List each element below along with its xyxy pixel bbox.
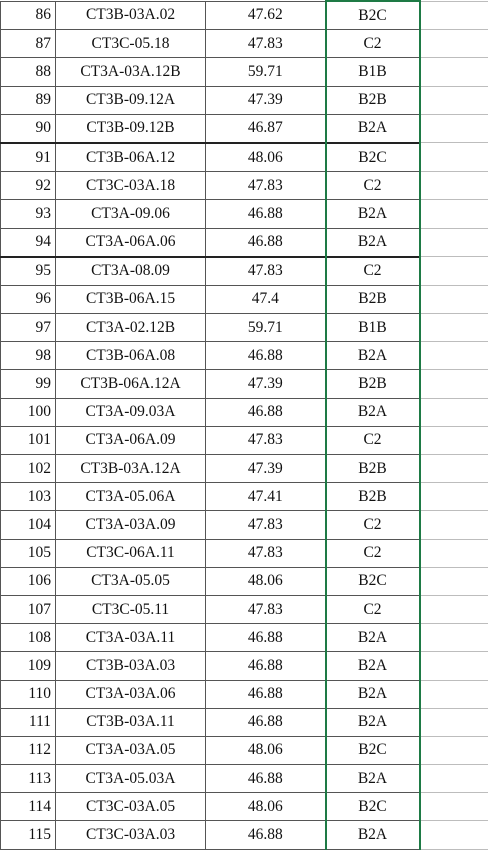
row-number-cell[interactable]: 102	[1, 455, 56, 483]
table-row	[1, 511, 488, 539]
class-cell[interactable]: C2	[326, 30, 420, 58]
table-row	[1, 314, 488, 342]
class-cell[interactable]: B1B	[326, 58, 420, 86]
empty-cell[interactable]	[420, 1, 488, 30]
code-cell[interactable]: CT3B-06A.08	[56, 342, 206, 370]
row-number-cell[interactable]: 96	[1, 285, 56, 313]
class-cell[interactable]: C2	[326, 426, 420, 454]
table-row	[1, 708, 488, 736]
value-cell[interactable]: 47.83	[206, 595, 326, 623]
row-number-cell[interactable]: 111	[1, 708, 56, 736]
empty-cell[interactable]	[420, 624, 488, 652]
class-cell[interactable]: B2A	[326, 624, 420, 652]
table-row	[1, 285, 488, 313]
table-row	[1, 680, 488, 708]
empty-cell[interactable]	[420, 114, 488, 143]
class-cell[interactable]: B2C	[326, 567, 420, 595]
row-number-cell[interactable]: 113	[1, 765, 56, 793]
value-cell[interactable]: 47.83	[206, 426, 326, 454]
code-cell[interactable]: CT3A-06A.09	[56, 426, 206, 454]
class-cell[interactable]: B2C	[326, 793, 420, 821]
code-cell[interactable]: CT3A-08.09	[56, 257, 206, 286]
row-number-cell[interactable]: 97	[1, 314, 56, 342]
code-cell[interactable]: CT3A-03A.09	[56, 511, 206, 539]
class-cell[interactable]: C2	[326, 172, 420, 200]
row-number-cell[interactable]: 101	[1, 426, 56, 454]
value-cell[interactable]: 47.4	[206, 285, 326, 313]
empty-cell[interactable]	[420, 257, 488, 286]
table-row	[1, 736, 488, 764]
empty-cell[interactable]	[420, 765, 488, 793]
table-row	[1, 793, 488, 821]
row-number-cell[interactable]: 88	[1, 58, 56, 86]
empty-cell[interactable]	[420, 143, 488, 172]
class-cell[interactable]: B2A	[326, 200, 420, 228]
code-cell[interactable]: CT3A-05.06A	[56, 483, 206, 511]
row-number-cell[interactable]: 109	[1, 652, 56, 680]
table-row	[1, 567, 488, 595]
table-row	[1, 342, 488, 370]
empty-cell[interactable]	[420, 821, 488, 849]
table-row	[1, 821, 488, 849]
value-cell[interactable]: 46.88	[206, 708, 326, 736]
code-cell[interactable]: CT3A-02.12B	[56, 314, 206, 342]
table-row	[1, 30, 488, 58]
value-cell[interactable]: 48.06	[206, 143, 326, 172]
empty-cell[interactable]	[420, 370, 488, 398]
table-row	[1, 595, 488, 623]
empty-cell[interactable]	[420, 86, 488, 114]
value-cell[interactable]: 47.83	[206, 539, 326, 567]
row-number-cell[interactable]: 104	[1, 511, 56, 539]
row-number-cell[interactable]: 99	[1, 370, 56, 398]
class-cell[interactable]: B2C	[326, 1, 420, 30]
row-number-cell[interactable]: 114	[1, 793, 56, 821]
empty-cell[interactable]	[420, 511, 488, 539]
table-row	[1, 228, 488, 257]
table-row	[1, 539, 488, 567]
row-number-cell[interactable]: 93	[1, 200, 56, 228]
value-cell[interactable]: 46.88	[206, 765, 326, 793]
table-row	[1, 143, 488, 172]
row-number-cell[interactable]: 94	[1, 228, 56, 257]
empty-cell[interactable]	[420, 426, 488, 454]
code-cell[interactable]: CT3A-06A.06	[56, 228, 206, 257]
code-cell[interactable]: CT3C-05.11	[56, 595, 206, 623]
class-cell[interactable]: B2B	[326, 370, 420, 398]
code-cell[interactable]: CT3B-06A.12	[56, 143, 206, 172]
value-cell[interactable]: 46.88	[206, 342, 326, 370]
row-number-cell[interactable]: 107	[1, 595, 56, 623]
table-row	[1, 58, 488, 86]
code-cell[interactable]: CT3B-03A.12A	[56, 455, 206, 483]
value-cell[interactable]: 48.06	[206, 736, 326, 764]
class-cell[interactable]: B1B	[326, 314, 420, 342]
value-cell[interactable]: 47.62	[206, 1, 326, 30]
value-cell[interactable]: 46.88	[206, 624, 326, 652]
row-number-cell[interactable]: 108	[1, 624, 56, 652]
code-cell[interactable]: CT3B-09.12A	[56, 86, 206, 114]
code-cell[interactable]: CT3B-03A.02	[56, 1, 206, 30]
class-cell[interactable]: C2	[326, 257, 420, 286]
table-row	[1, 624, 488, 652]
row-number-cell[interactable]: 89	[1, 86, 56, 114]
code-cell[interactable]: CT3A-03A.12B	[56, 58, 206, 86]
empty-cell[interactable]	[420, 228, 488, 257]
class-cell[interactable]: C2	[326, 539, 420, 567]
class-cell[interactable]: B2A	[326, 342, 420, 370]
value-cell[interactable]: 46.88	[206, 200, 326, 228]
value-cell[interactable]: 46.88	[206, 821, 326, 849]
row-number-cell[interactable]: 105	[1, 539, 56, 567]
code-cell[interactable]: CT3C-03A.05	[56, 793, 206, 821]
value-cell[interactable]: 46.88	[206, 228, 326, 257]
empty-cell[interactable]	[420, 58, 488, 86]
table-row	[1, 172, 488, 200]
code-cell[interactable]: CT3C-03A.03	[56, 821, 206, 849]
class-cell[interactable]: B2A	[326, 680, 420, 708]
class-cell[interactable]: B2A	[326, 652, 420, 680]
class-cell[interactable]: B2A	[326, 821, 420, 849]
row-number-cell[interactable]: 91	[1, 143, 56, 172]
row-number-cell[interactable]: 95	[1, 257, 56, 286]
row-number-cell[interactable]: 112	[1, 736, 56, 764]
empty-cell[interactable]	[420, 680, 488, 708]
empty-cell[interactable]	[420, 455, 488, 483]
code-cell[interactable]: CT3C-03A.18	[56, 172, 206, 200]
table-row	[1, 257, 488, 286]
row-number-cell[interactable]: 115	[1, 821, 56, 849]
value-cell[interactable]: 46.87	[206, 114, 326, 143]
empty-cell[interactable]	[420, 30, 488, 58]
class-cell[interactable]: B2B	[326, 285, 420, 313]
class-cell[interactable]: C2	[326, 511, 420, 539]
row-number-cell[interactable]: 100	[1, 398, 56, 426]
table-row	[1, 200, 488, 228]
code-cell[interactable]: CT3B-06A.12A	[56, 370, 206, 398]
class-cell[interactable]: B2C	[326, 736, 420, 764]
table-row	[1, 455, 488, 483]
empty-cell[interactable]	[420, 567, 488, 595]
row-number-cell[interactable]: 87	[1, 30, 56, 58]
row-number-cell[interactable]: 90	[1, 114, 56, 143]
value-cell[interactable]: 59.71	[206, 58, 326, 86]
table-row	[1, 1, 488, 30]
empty-cell[interactable]	[420, 342, 488, 370]
class-cell[interactable]: B2A	[326, 114, 420, 143]
class-cell[interactable]: B2B	[326, 86, 420, 114]
value-cell[interactable]: 47.83	[206, 511, 326, 539]
table-row	[1, 426, 488, 454]
class-cell[interactable]: B2A	[326, 708, 420, 736]
class-cell[interactable]: B2A	[326, 765, 420, 793]
empty-cell[interactable]	[420, 595, 488, 623]
table-row	[1, 765, 488, 793]
class-cell[interactable]: B2A	[326, 228, 420, 257]
code-cell[interactable]: CT3B-09.12B	[56, 114, 206, 143]
table-body	[1, 1, 488, 849]
row-number-cell[interactable]: 92	[1, 172, 56, 200]
empty-cell[interactable]	[420, 793, 488, 821]
code-cell[interactable]: CT3C-06A.11	[56, 539, 206, 567]
value-cell[interactable]: 47.41	[206, 483, 326, 511]
table-row	[1, 652, 488, 680]
empty-cell[interactable]	[420, 736, 488, 764]
table-row	[1, 398, 488, 426]
row-number-cell[interactable]: 103	[1, 483, 56, 511]
code-cell[interactable]: CT3A-03A.11	[56, 624, 206, 652]
value-cell[interactable]: 46.88	[206, 652, 326, 680]
row-number-cell[interactable]: 86	[1, 1, 56, 30]
row-number-cell[interactable]: 110	[1, 680, 56, 708]
code-cell[interactable]: CT3A-09.03A	[56, 398, 206, 426]
code-cell[interactable]: CT3A-03A.05	[56, 736, 206, 764]
value-cell[interactable]: 47.39	[206, 86, 326, 114]
row-number-cell[interactable]: 98	[1, 342, 56, 370]
empty-cell[interactable]	[420, 708, 488, 736]
empty-cell[interactable]	[420, 285, 488, 313]
code-cell[interactable]: CT3A-09.06	[56, 200, 206, 228]
code-cell[interactable]: CT3A-03A.06	[56, 680, 206, 708]
empty-cell[interactable]	[420, 398, 488, 426]
value-cell[interactable]: 47.83	[206, 172, 326, 200]
value-cell[interactable]: 47.39	[206, 455, 326, 483]
code-cell[interactable]: CT3C-05.18	[56, 30, 206, 58]
class-cell[interactable]: B2B	[326, 483, 420, 511]
table-row	[1, 483, 488, 511]
value-cell[interactable]: 48.06	[206, 567, 326, 595]
code-cell[interactable]: CT3B-03A.03	[56, 652, 206, 680]
value-cell[interactable]: 46.88	[206, 680, 326, 708]
table-row	[1, 86, 488, 114]
empty-cell[interactable]	[420, 483, 488, 511]
class-cell[interactable]: B2C	[326, 143, 420, 172]
empty-cell[interactable]	[420, 539, 488, 567]
class-cell[interactable]: B2A	[326, 398, 420, 426]
value-cell[interactable]: 46.88	[206, 398, 326, 426]
empty-cell[interactable]	[420, 314, 488, 342]
code-cell[interactable]: CT3B-03A.11	[56, 708, 206, 736]
code-cell[interactable]: CT3B-06A.15	[56, 285, 206, 313]
value-cell[interactable]: 48.06	[206, 793, 326, 821]
empty-cell[interactable]	[420, 200, 488, 228]
code-cell[interactable]: CT3A-05.03A	[56, 765, 206, 793]
class-cell[interactable]: C2	[326, 595, 420, 623]
empty-cell[interactable]	[420, 652, 488, 680]
empty-cell[interactable]	[420, 172, 488, 200]
value-cell[interactable]: 47.83	[206, 257, 326, 286]
value-cell[interactable]: 59.71	[206, 314, 326, 342]
row-number-cell[interactable]: 106	[1, 567, 56, 595]
table-row	[1, 114, 488, 143]
value-cell[interactable]: 47.83	[206, 30, 326, 58]
table-row	[1, 370, 488, 398]
class-cell[interactable]: B2B	[326, 455, 420, 483]
value-cell[interactable]: 47.39	[206, 370, 326, 398]
code-cell[interactable]: CT3A-05.05	[56, 567, 206, 595]
